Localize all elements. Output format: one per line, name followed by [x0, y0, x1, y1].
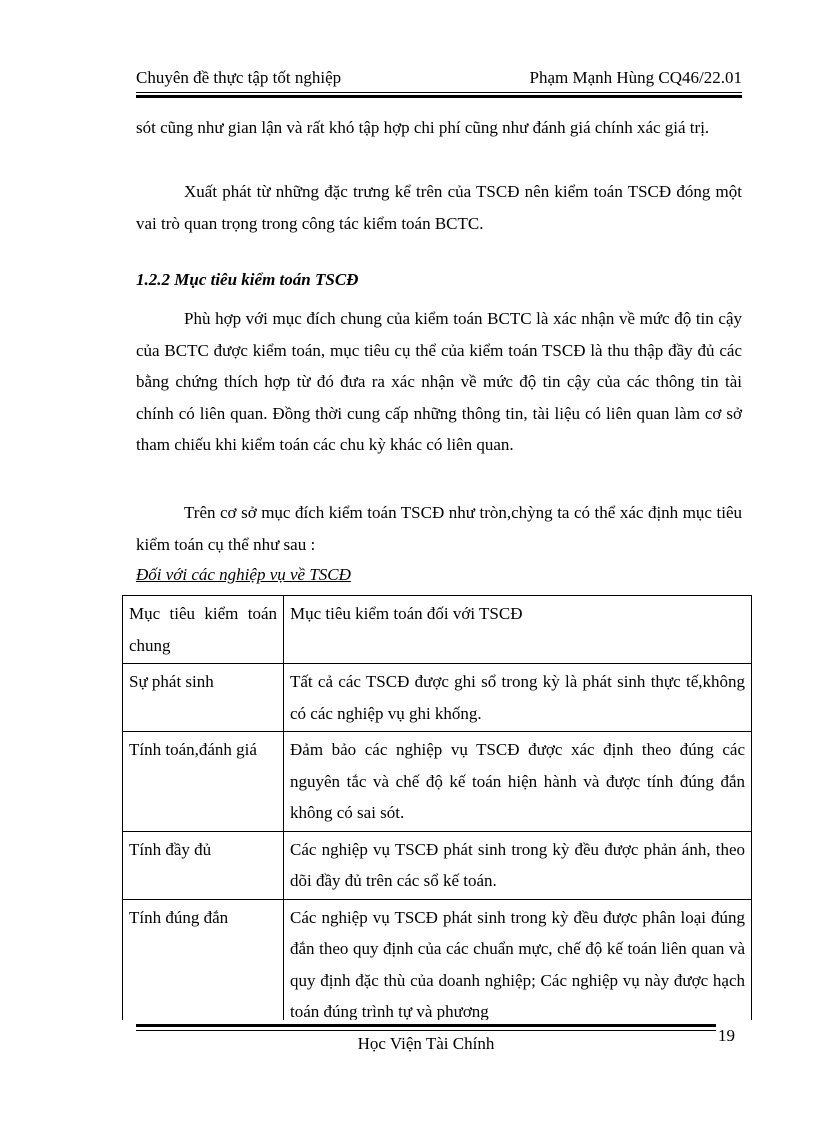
table-cell-objective: Tính toán,đánh giá	[123, 732, 284, 832]
table-cell-objective: Tính đúng đắn	[123, 899, 284, 1020]
table-cell-description: Các nghiệp vụ TSCĐ phát sinh trong kỳ đều được phản ánh, theo dõi đầy đủ trên các sổ kế toán.	[284, 831, 752, 899]
paragraph-continuation: sót cũng như gian lận và rất khó tập hợp chi phí cũng như đánh giá chính xác giá trị.	[136, 118, 710, 137]
table-title: Đối với các nghiệp vụ về TSCĐ	[136, 565, 351, 584]
footer-rule-thick	[136, 1024, 716, 1027]
table-cell-description: Các nghiệp vụ TSCĐ phát sinh trong kỳ đều được phân loại đúng đắn theo quy định của các chuẩn mực, chế độ kế toán liên quan và quy định đặc thù của doanh nghiệp; Các nghiệp vụ này được hạch toán đúng trình tự và phương	[284, 899, 752, 1020]
paragraph-objectives: Phù hợp với mục đích chung của kiểm toán BCTC là xác nhận về mức độ tin cậy của BCTC được kiểm toán, mục tiêu cụ thể của kiểm toán TSCĐ là thu thập đầy đủ các bằng chứng thích hợp từ đó đưa ra xác nhận về mức độ tin cậy của các thông tin tài chính có liên quan. Đồng thời cung cấp những thông tin, tài liệu có liên quan làm cơ sở tham chiếu khi kiểm toán các chu kỳ khác có liên quan.	[136, 309, 742, 454]
table-row	[123, 831, 752, 899]
page-number: 19	[718, 1026, 735, 1045]
table-row	[123, 899, 752, 1020]
paragraph-basis: Trên cơ sở mục đích kiểm toán TSCĐ như tròn,chỳng ta có thể xác định mục tiêu kiểm toán cụ thể như sau :	[136, 503, 742, 554]
table-cell-description: Đảm bảo các nghiệp vụ TSCĐ được xác định theo đúng các nguyên tắc và chế độ kế toán hiện hành và được tính đúng đắn không có sai sót.	[284, 732, 752, 832]
table-cell-description: Tất cả các TSCĐ được ghi sổ trong kỳ là phát sinh thực tế,không có các nghiệp vụ ghi khống.	[284, 664, 752, 732]
header-left-title: Chuyên đề thực tập tốt nghiệp	[136, 68, 342, 87]
section-heading: 1.2.2 Mục tiêu kiểm toán TSCĐ	[136, 270, 359, 289]
footer-institution: Học Viện Tài Chính	[357, 1034, 495, 1053]
table-header-cell: Mục tiêu kiểm toán chung	[123, 596, 284, 664]
table-header-row	[123, 596, 752, 664]
table-cell-objective: Sự phát sinh	[123, 664, 284, 732]
objectives-table	[122, 595, 752, 1020]
table-row	[123, 732, 752, 832]
table-row	[123, 664, 752, 732]
table-header-cell: Mục tiêu kiểm toán đối với TSCĐ	[284, 596, 752, 664]
paragraph-intro: Xuất phát từ những đặc trưng kể trên của TSCĐ nên kiểm toán TSCĐ đóng một vai trò quan trọng trong công tác kiểm toán BCTC.	[136, 182, 742, 233]
table-cell-objective: Tính đầy đủ	[123, 831, 284, 899]
header-author: Phạm Mạnh Hùng CQ46/22.01	[529, 68, 742, 87]
footer-rule	[136, 1030, 716, 1031]
